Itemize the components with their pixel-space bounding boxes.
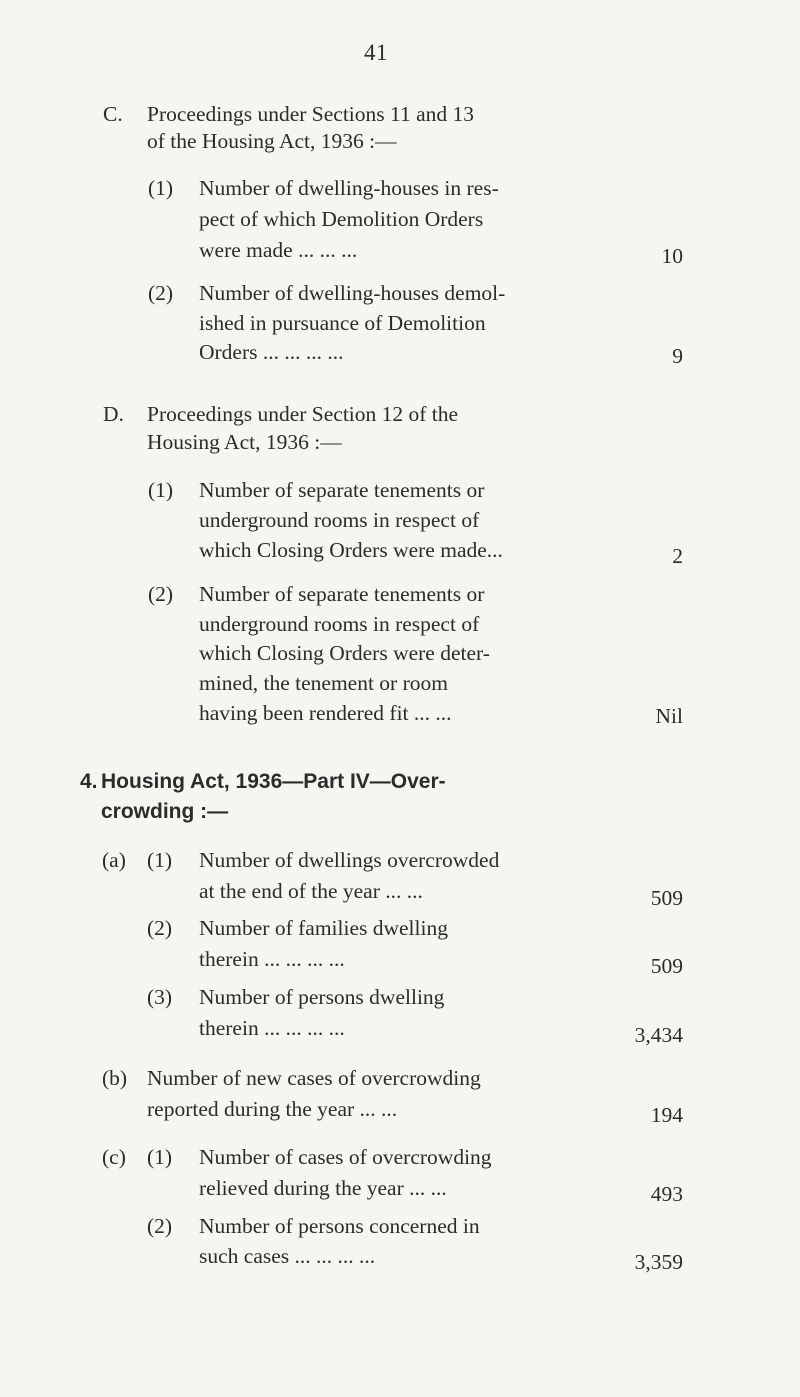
item-text-line: at the end of the year ... ...: [199, 879, 423, 903]
item-text-line: Number of dwelling-houses demol-: [199, 281, 506, 305]
item-text-line: Number of cases of overcrowding: [199, 1145, 492, 1169]
item-text-line: reported during the year ... ...: [147, 1097, 398, 1121]
item-value: 509: [650, 886, 683, 910]
item-value: 3,434: [634, 1023, 683, 1047]
item-text-line: underground rooms in respect of: [199, 612, 480, 636]
item-text-line: Number of separate tenements or: [199, 582, 485, 606]
item-label: (2): [147, 916, 173, 940]
item-label: (3): [147, 985, 173, 1009]
item-text-line: Number of dwelling-houses in res-: [199, 176, 499, 200]
item-value: 509: [650, 954, 683, 978]
subsection-a-label: (a): [102, 848, 126, 872]
item-text-line: Number of separate tenements or: [199, 478, 485, 502]
item-text-line: Orders ... ... ... ...: [199, 340, 344, 364]
item-text-line: having been rendered fit ... ...: [199, 701, 452, 725]
item-value: 493: [650, 1182, 683, 1206]
item-text-line: ished in pursuance of Demolition: [199, 311, 486, 335]
item-label: (2): [148, 582, 174, 606]
item-text-line: Number of new cases of overcrowding: [147, 1066, 481, 1090]
section-d-heading-line1: Proceedings under Section 12 of the: [147, 402, 459, 426]
item-text-line: were made ... ... ...: [199, 238, 358, 262]
section-d-letter: D.: [103, 402, 124, 426]
item-text-line: therein ... ... ... ...: [199, 1016, 345, 1040]
section-d-heading-line2: Housing Act, 1936 :—: [147, 430, 342, 454]
item-text-line: pect of which Demolition Orders: [199, 207, 484, 231]
item-label: (1): [148, 176, 174, 200]
item-text-line: Number of persons dwelling: [199, 985, 445, 1009]
item-label: (2): [147, 1214, 173, 1238]
item-text-line: such cases ... ... ... ...: [199, 1244, 376, 1268]
item-value: 10: [661, 244, 683, 268]
section-c-letter: C.: [103, 102, 123, 126]
item-value: 3,359: [634, 1250, 683, 1274]
item-text-line: which Closing Orders were made...: [199, 538, 503, 562]
section-4-heading-line1: Housing Act, 1936—Part IV—Over-: [101, 770, 446, 793]
section-c-heading-line2: of the Housing Act, 1936 :—: [147, 129, 397, 153]
item-text-line: mined, the tenement or room: [199, 671, 448, 695]
item-label: (1): [148, 478, 174, 502]
item-value: Nil: [655, 704, 683, 728]
item-value: 194: [650, 1103, 683, 1127]
section-c-heading-line1: Proceedings under Sections 11 and 13: [147, 102, 475, 126]
item-text-line: underground rooms in respect of: [199, 508, 480, 532]
section-4-heading-line2: crowding :—: [101, 800, 229, 823]
item-text-line: relieved during the year ... ...: [199, 1176, 447, 1200]
item-value: 2: [672, 544, 683, 568]
item-text-line: Number of dwellings overcrowded: [199, 848, 500, 872]
section-4-number: 4.: [80, 770, 98, 793]
subsection-c-label: (c): [102, 1145, 126, 1169]
item-text-line: Number of persons concerned in: [199, 1214, 480, 1238]
item-value: 9: [672, 344, 683, 368]
item-text-line: Number of families dwelling: [199, 916, 448, 940]
subsection-b-label: (b): [102, 1066, 128, 1090]
page-number: 41: [364, 40, 388, 65]
item-label: (2): [148, 281, 174, 305]
item-text-line: therein ... ... ... ...: [199, 947, 345, 971]
item-text-line: which Closing Orders were deter-: [199, 641, 490, 665]
item-label: (1): [147, 848, 173, 872]
item-label: (1): [147, 1145, 173, 1169]
